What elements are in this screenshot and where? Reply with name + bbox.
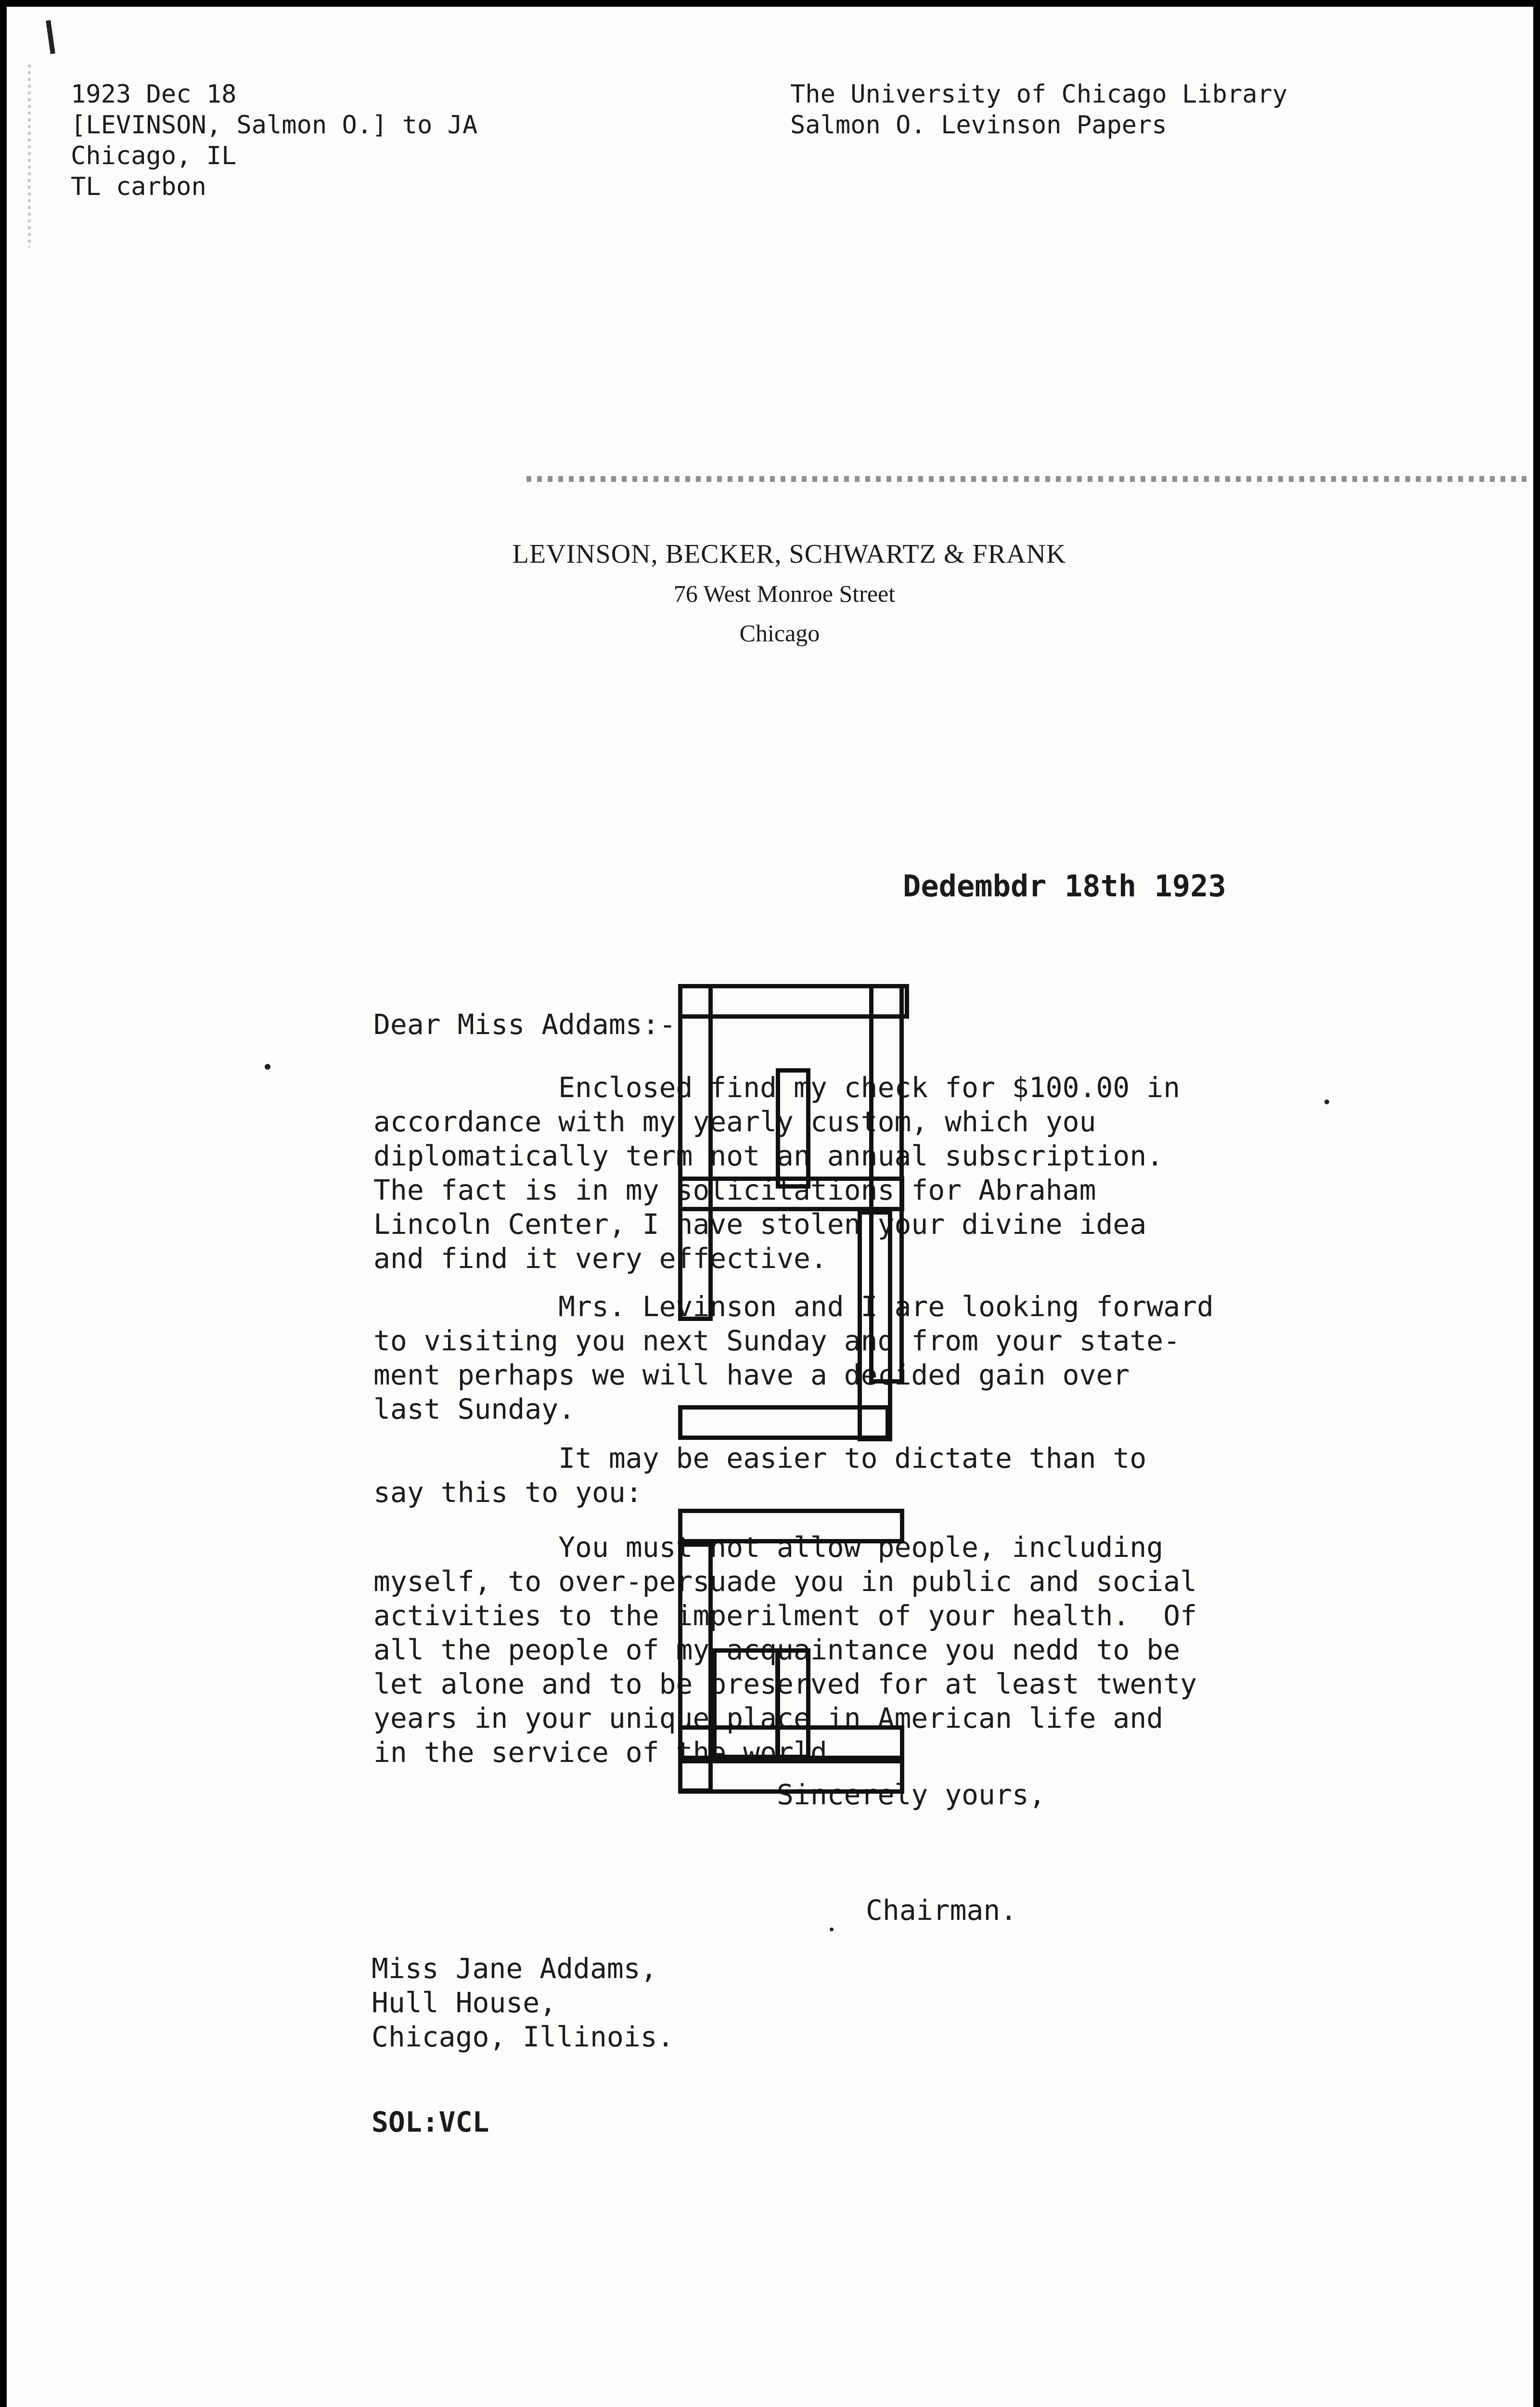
archive-collection: Salmon O. Levinson Papers: [790, 111, 1167, 140]
closing: Sincerely yours,: [777, 1778, 1046, 1811]
paragraph-dictate: It may be easier to dictate than to say this to you:: [373, 1442, 1147, 1509]
archive-note-right: [790, 79, 1287, 141]
ink-speck: [1324, 1100, 1329, 1104]
monogram-stamp-a-top: [678, 1509, 904, 1543]
reference-initials: SOL:VCL: [372, 2106, 489, 2138]
archive-place: Chicago, IL: [71, 142, 237, 170]
letter-page: [7, 7, 1533, 2407]
paragraph-check: Enclosed find my check for $100.00 in accordance with my yearly custom, which you diplomatically term not an annual subscription. The fact is in my solicitations for Abraham Lincoln Center, I have stolen your divine idea and find it very effective.: [373, 1071, 1181, 1275]
paragraph-visit: Mrs. Levinson and I are looking forward to visiting you next Sunday and from your state- ment perhaps we will have a decided gain over last Sunday.: [373, 1290, 1214, 1425]
salutation: Dear Miss Addams:-: [373, 1008, 676, 1041]
letterhead-firm: LEVINSON, BECKER, SCHWARTZ & FRANK: [512, 539, 1066, 569]
carbon-perforation-line: [526, 476, 1527, 482]
monogram-stamp-a-foot: [678, 1759, 904, 1794]
monogram-stamp-a-inner: [712, 1648, 780, 1759]
archive-repository: The University of Chicago Library: [790, 80, 1288, 109]
archive-format: TL carbon: [71, 172, 206, 201]
scan-streak: [28, 65, 31, 247]
monogram-stamp-lower-foot: [678, 1405, 890, 1440]
ink-speck: [265, 1064, 270, 1070]
archive-correspondents: [LEVINSON, Salmon O.] to JA: [71, 111, 478, 140]
ink-speck: [830, 1928, 834, 1931]
letterhead-street: 76 West Monroe Street: [673, 580, 896, 607]
monogram-stamp-inner-bar: [776, 1068, 810, 1189]
recipient-address: Miss Jane Addams, Hull House, Chicago, Illinois.: [372, 1952, 674, 2053]
archive-date: 1923 Dec 18: [71, 80, 237, 109]
monogram-stamp-a-right: [776, 1648, 810, 1759]
monogram-stamp-base: [678, 1177, 904, 1211]
monogram-stamp-j-left-bar: [678, 984, 713, 1321]
letter-date: Dedembdr 18th 1923: [903, 868, 1226, 904]
staple-mark: [46, 20, 55, 54]
paragraph-health: You must not allow people, including myself, to over-persuade you in public and social activities to the imperilment of your health. Of all the people of my acquaintance you nedd to be let alone and to be preserved for at least twenty years in your unique place in American life and in the service of the world.: [373, 1531, 1197, 1769]
archive-note-left: [71, 79, 477, 202]
letterhead-city: Chicago: [739, 620, 820, 647]
signature-title: Chairman.: [866, 1894, 1017, 1927]
